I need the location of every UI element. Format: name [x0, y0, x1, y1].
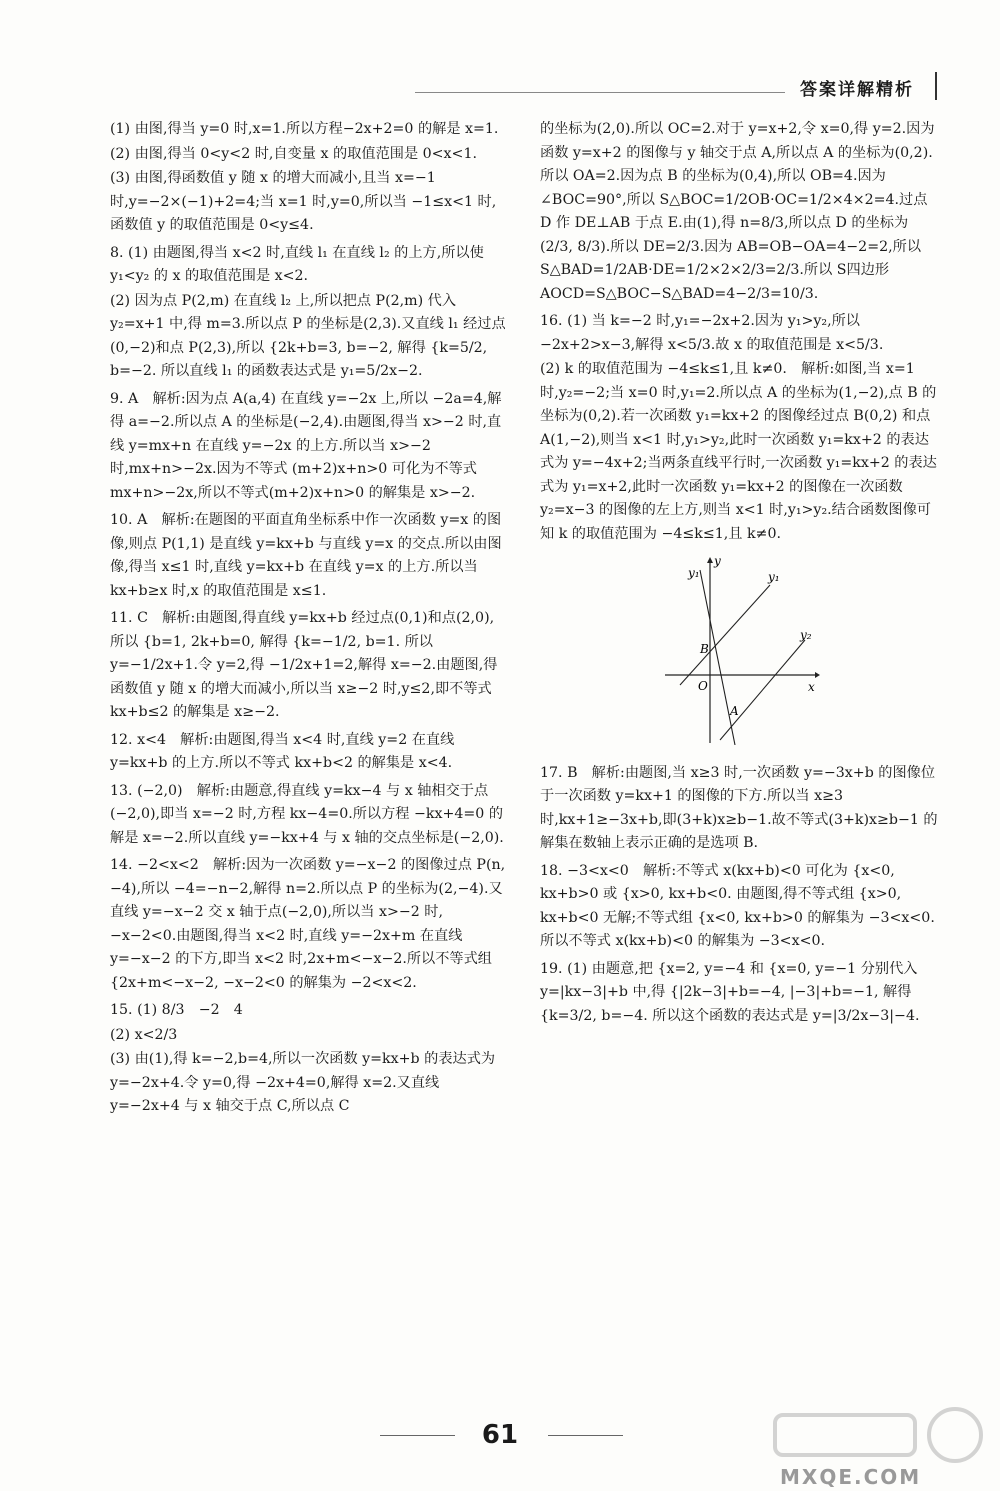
label-y1-right: y₁ — [768, 570, 780, 584]
left-para: (2) x<2/3 — [110, 1026, 178, 1043]
left-para: 9. A 解析:因为点 A(a,4) 在直线 y=−2x 上,所以 −2a=4,解得 a=−2.所以点 A 的坐标是(−2,4).由题图,得当 x>−2 时,直线 y=mx+n 在直线 y=−2x 的上方.所以当 x>−2 时,mx+n>−2x.因为不等式 (m+2)x+n>0 可化为不等式 mx+n>−2x,所以不等式(m+2)x+n>0 的解集是 x>−2. — [110, 390, 502, 501]
label-x-axis: x — [808, 680, 815, 694]
page-number-rule-left — [380, 1435, 455, 1436]
header-bar — [935, 72, 937, 100]
header-rule — [415, 92, 785, 93]
left-para: 10. A 解析:在题图的平面直角坐标系中作一次函数 y=x 的图像,则点 P(1,1) 是直线 y=kx+b 与直线 y=x 的交点.所以由图像,得当 x≤1 时,直线 y=kx+b 在直线 y=x 的上方.所以当 kx+b≥x 时,x 的取值范围是 x≤1. — [110, 512, 502, 599]
left-para: (3) 由图,得函数值 y 随 x 的增大而减小,且当 x=−1 时,y=−2×(−1)+2=4;当 x=1 时,y=0,所以当 −1≤x<1 时,函数值 y 的取值范围是 0<y≤4. — [110, 170, 497, 233]
left-column — [110, 118, 508, 1120]
page-number: 61 — [481, 1420, 519, 1450]
left-para: (2) 因为点 P(2,m) 在直线 l₂ 上,所以把点 P(2,m) 代入 y₂=x+1 中,得 m=3.所以点 P 的坐标是(2,3).又直线 l₁ 经过点(0,−2)和点 P(2,3),所以 {2k+b=3, b=−2, 解得 {k=5/2, b=−2. 所以直线 l₁ 的函数表达式是 y₁=5/2x−2. — [110, 292, 506, 379]
label-y2: y₂ — [800, 628, 812, 642]
page-number-rule-right — [548, 1435, 623, 1436]
label-point-a: A — [730, 704, 739, 718]
right-para: 16. (1) 当 k=−2 时,y₁=−2x+2.因为 y₁>y₂,所以 −2x+2>x−3,解得 x<5/3.故 x 的取值范围是 x<5/3. — [540, 313, 884, 353]
left-para: 12. x<4 解析:由题图,得当 x<4 时,直线 y=2 在直线 y=kx+b 的上方.所以不等式 kx+b<2 的解集是 x<4. — [110, 731, 455, 771]
label-point-b: B — [700, 642, 709, 656]
left-para: 13. (−2,0) 解析:由题意,得直线 y=kx−4 与 x 轴相交于点(−2,0),即当 x=−2 时,方程 kx−4=0.所以方程 −kx+4=0 的解是 x=−2.所以直线 y=−kx+4 与 x 轴的交点坐标是(−2,0). — [110, 782, 504, 846]
right-para: (2) k 的取值范围为 −4≤k≤1,且 k≠0. 解析:如图,当 x=1 时,y₂=−2;当 x=0 时,y₁=2.所以点 A 的坐标为(1,−2),点 B 的坐标为(0,2).若一次函数 y₁=kx+2 的图像经过点 B(0,2) 和点 A(1,−2),则当 x<1 时,y₁>y₂,此时一次函数 y₁=kx+2 的表达式为 y=−4x+2;当两条直线平行时,一次函数 y₁=kx+2 的表达式为 y₁=x+2,此时一次函数 y₁=kx+2 的图像在一次函数 y₂=x−3 的图像的左上方,则当 x<1 时,y₁>y₂.结合函数图像可知 k 的取值范围为 −4≤k≤1,且 k≠0. — [540, 361, 937, 542]
graph-figure — [660, 555, 820, 745]
right-para: 17. B 解析:由题图,当 x≥3 时,一次函数 y=−3x+b 的图像位于一次函数 y=kx+1 的图像的下方.所以当 x≥3 时,kx+1≥−3x+b,即(3+k)x≥b−1.故不等式(3+k)x≥b−1 的解集在数轴上表示正确的是选项 B. — [540, 764, 938, 851]
watermark-text: MXQE.COM — [780, 1465, 922, 1489]
right-para: 的坐标为(2,0).所以 OC=2.对于 y=x+2,令 x=0,得 y=2.因为函数 y=x+2 的图像与 y 轴交于点 A,所以点 A 的坐标为(0,2).所以 OA=2.因为点 B 的坐标为(0,4),所以 OB=4.因为 ∠BOC=90°,所以 S△BOC=1/2OB·OC=1/2×4×2=4.过点 D 作 DE⊥AB 于点 E.由(1),得 n=8/3,所以点 D 的坐标为 (2/3, 8/3).所以 DE=2/3.因为 AB=OB−OA=4−2=2,所以 S△BAD=1/2AB·DE=1/2×2×2/3=2/3.所以 S四边形AOCD=S△BOC−S△BAD=4−2/3=10/3. — [540, 121, 935, 302]
label-y-axis: y — [714, 555, 721, 568]
label-origin: O — [698, 679, 708, 693]
left-para: 11. C 解析:由题图,得直线 y=kx+b 经过点(0,1)和点(2,0),所以 {b=1, 2k+b=0, 解得 {k=−1/2, b=1. 所以 y=−1/2x+1.令 y=2,得 −1/2x+1=2,解得 x=−2.由题图,得函数值 y 随 x 的增大而减小,所以当 x≥−2 时,y≤2,即不等式 kx+b≤2 的解集是 x≥−2. — [110, 610, 498, 720]
right-para: 19. (1) 由题意,把 {x=2, y=−4 和 {x=0, y=−1 分别代入 y=|kx−3|+b 中,得 {|2k−3|+b=−4, |−3|+b=−1, 解得 {k=3/2, b=−4. 所以这个函数的表达式是 y=|3/2x−3|−4. — [540, 960, 920, 1024]
left-para: (3) 由(1),得 k=−2,b=4,所以一次函数 y=kx+b 的表达式为 y=−2x+4.令 y=0,得 −2x+4=0,解得 x=2.又直线 y=−2x+4 与 x 轴交于点 C,所以点 C — [110, 1051, 496, 1114]
left-para: (2) 由图,得当 0<y<2 时,自变量 x 的取值范围是 0<x<1. — [110, 145, 477, 162]
left-para: 15. (1) 8/3 −2 4 — [110, 1002, 243, 1018]
left-para: (1) 由图,得当 y=0 时,x=1.所以方程−2x+2=0 的解是 x=1. — [110, 121, 499, 137]
left-para: 14. −2<x<2 解析:因为一次函数 y=−x−2 的图像过点 P(n,−4),所以 −4=−n−2,解得 n=2.所以点 P 的坐标为(2,−4).又直线 y=−x−2 交 x 轴于点(−2,0),所以当 x>−2 时,−x−2<0.由题图,得当 x<2 时,直线 y=−2x+m 在直线 y=−x−2 的下方,即当 x<2 时,2x+m<−x−2.所以不等式组 {2x+m<−x−2, −x−2<0 的解集为 −2<x<2. — [110, 857, 506, 991]
left-para: 8. (1) 由题图,得当 x<2 时,直线 l₁ 在直线 l₂ 的上方,所以使 y₁<y₂ 的 x 的取值范围是 x<2. — [110, 244, 484, 284]
right-column — [540, 118, 940, 1029]
right-para: 18. −3<x<0 解析:不等式 x(kx+b)<0 可化为 {x<0, kx+b>0 或 {x>0, kx+b<0. 由题图,得不等式组 {x>0, kx+b<0 无解;不等式组 {x<0, kx+b>0 的解集为 −3<x<0.所以不等式 x(kx+b)<0 的解集为 −3<x<0. — [540, 862, 935, 949]
header-title: 答案详解精析 — [800, 80, 914, 100]
label-y1-left: y₁ — [688, 566, 700, 580]
